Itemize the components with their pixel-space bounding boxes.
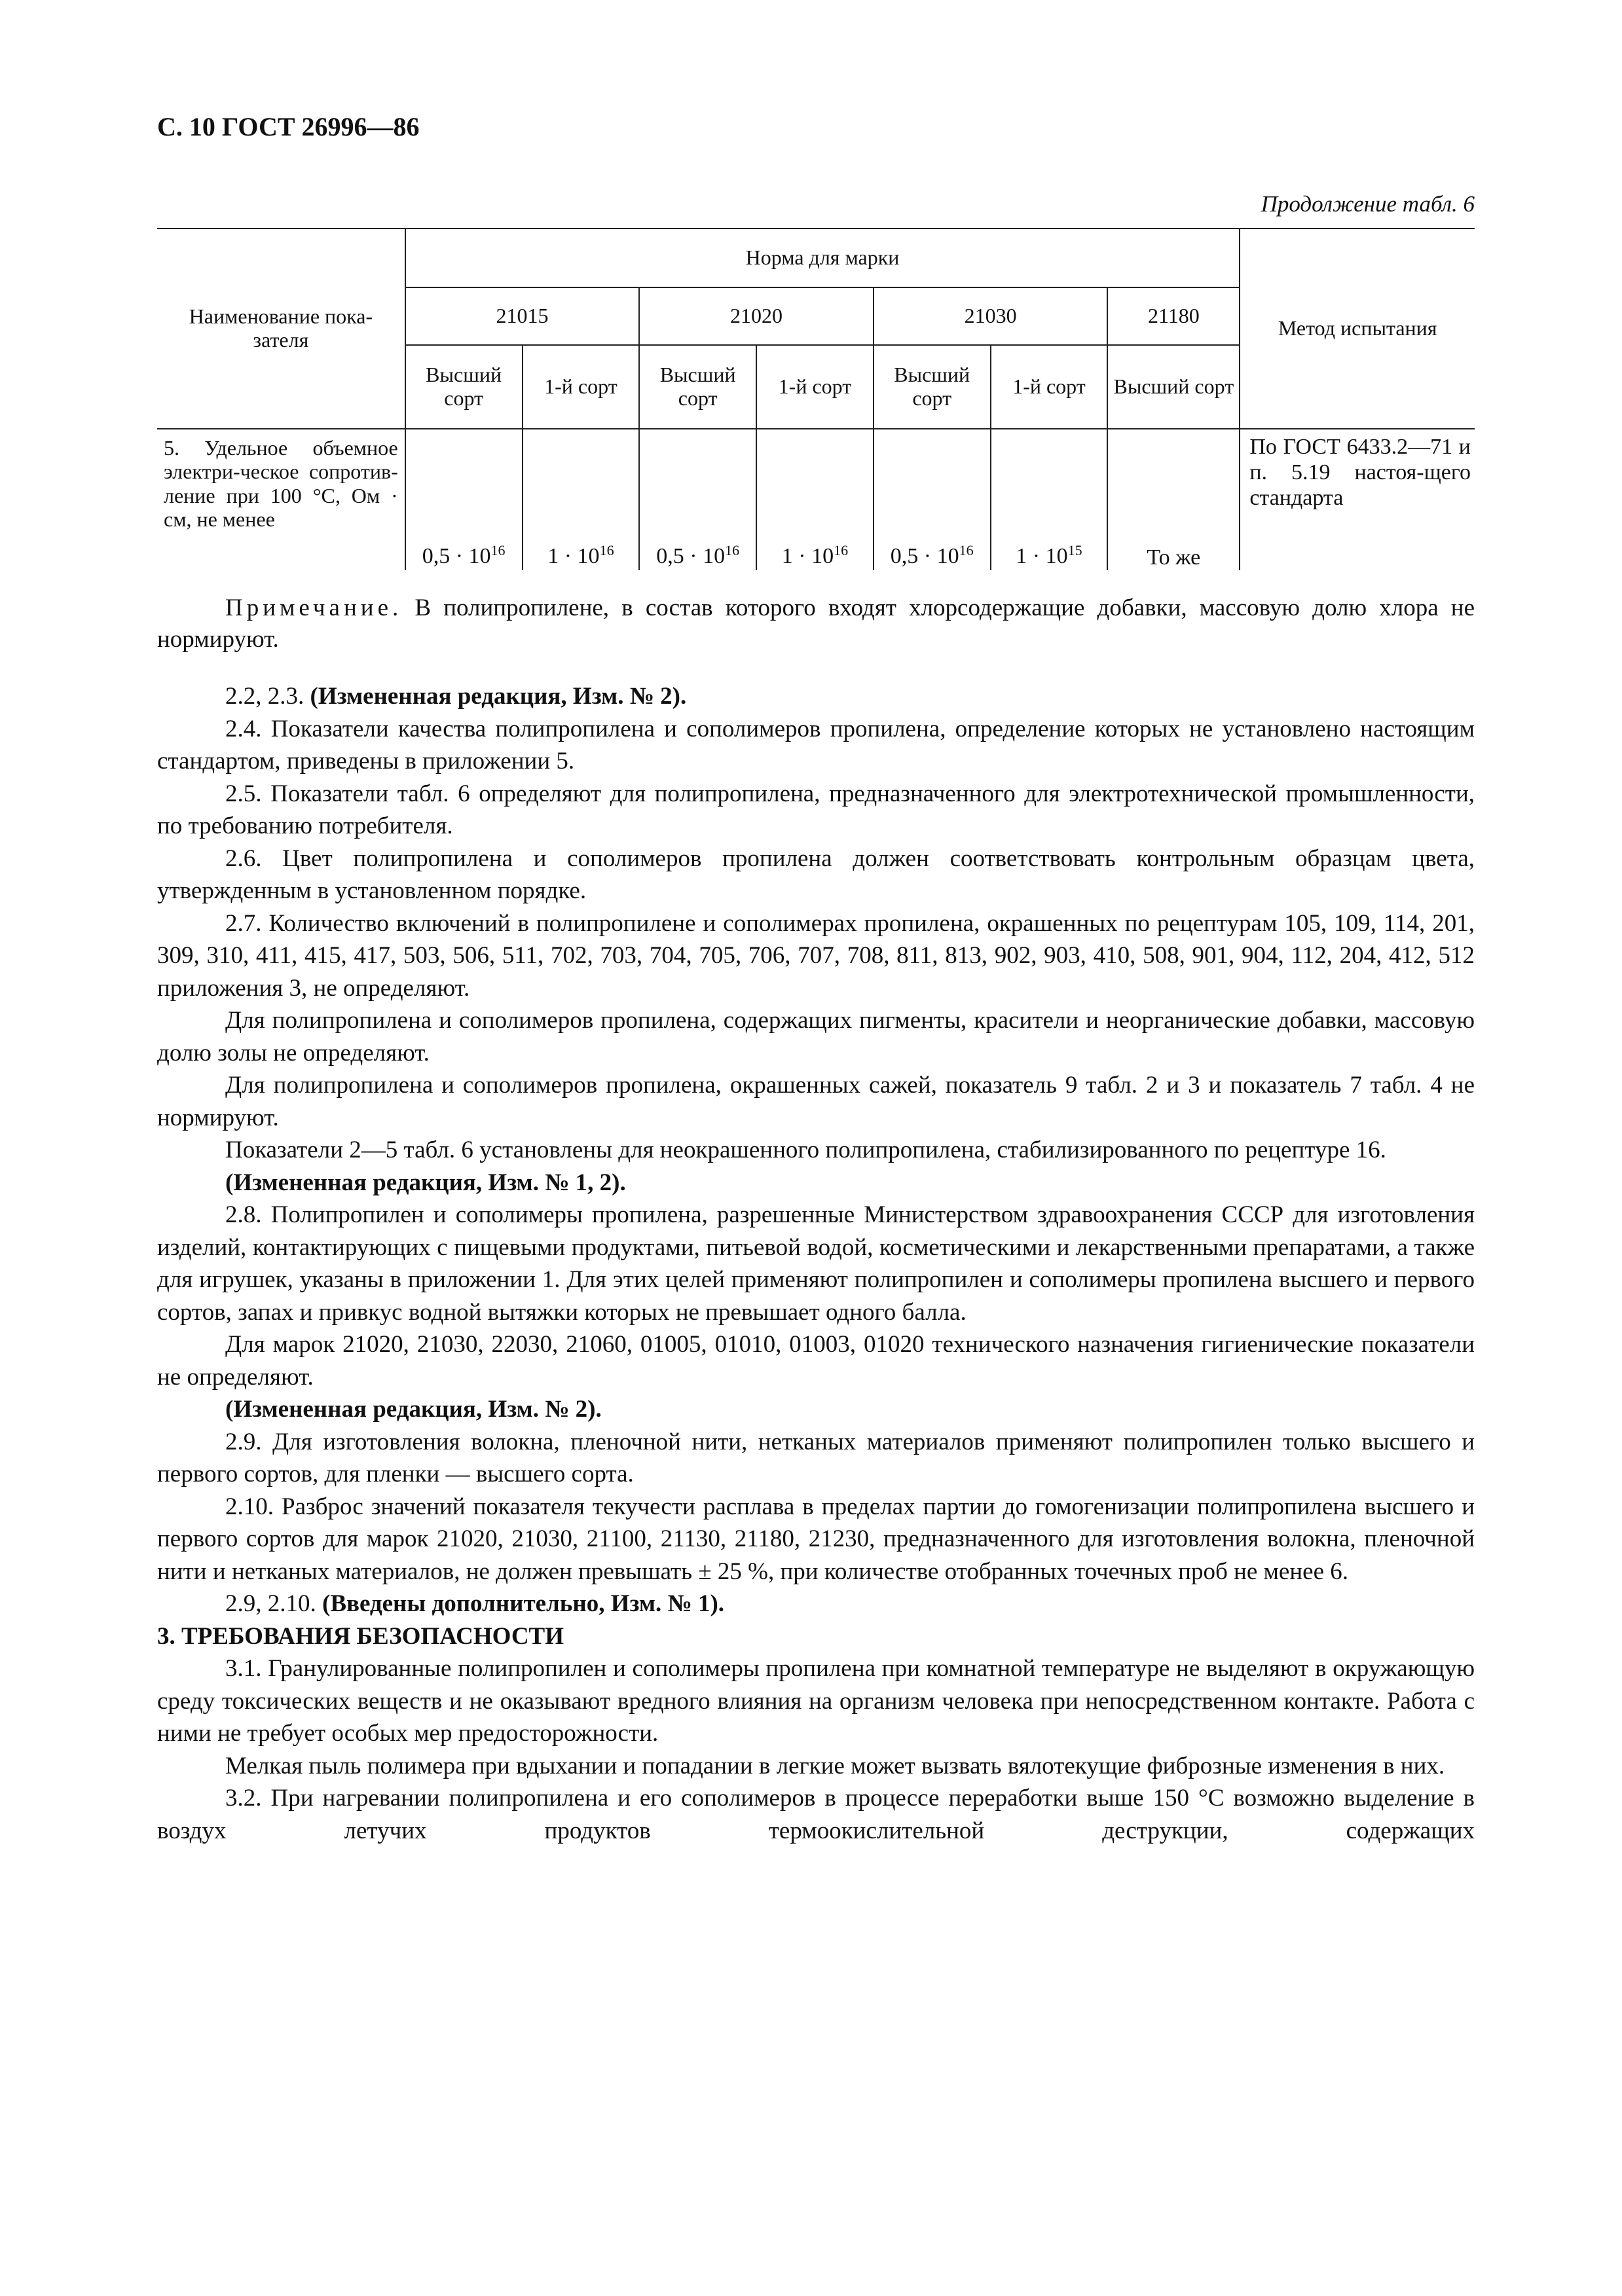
value-cell: $0,5 \cdot 10^{16}$ bbox=[874, 429, 991, 570]
note-label: Примечание. bbox=[225, 594, 403, 621]
header-grade: 21015 bbox=[405, 287, 640, 345]
table-row bbox=[157, 429, 1475, 570]
value-cell: $1 \cdot 10^{16}$ bbox=[523, 429, 640, 570]
header-norm: Норма для марки bbox=[405, 228, 1240, 287]
header-grade: 21020 bbox=[639, 287, 874, 345]
paragraph: 2.8. Полипропилен и сополимеры пропилена, разрешенные Министерством здравоохранения СССР для изготовления изделий, контактирующих с пищевыми продуктами, питьевой водой, косметическими и лекарственными препаратами, а также для игрушек, указаны в приложении 1. Для этих целей применяют полипропилен и сополимеры пропилена высшего и первого сортов, запах и привкус водной вытяжки которых не превышает одного балла. bbox=[157, 1201, 1475, 1326]
paragraph: 3.2. При нагревании полипропилена и его сополимеров в процессе переработки выше 150 °С возможно выделение в воздух летучих продуктов термоокислительной деструкции, содержащих bbox=[157, 1785, 1475, 1844]
value-cell: $0,5 \cdot 10^{16}$ bbox=[405, 429, 523, 570]
paragraph: Показатели 2—5 табл. 6 установлены для неокрашенного полипропилена, стабилизированного по рецептуре 16. bbox=[225, 1137, 1386, 1163]
header-sort: Высший сорт bbox=[874, 345, 991, 429]
paragraph: 2.2, 2.3. (Измененная редакция, Изм. № 2). bbox=[225, 683, 687, 710]
header-sort: Высший сорт bbox=[639, 345, 756, 429]
paragraph: 2.5. Показатели табл. 6 определяют для полипропилена, предназначенного для электротехнической промышленности, по требованию потребителя. bbox=[157, 780, 1475, 839]
paragraph: Мелкая пыль полимера при вдыхании и попадании в легкие может вызвать вялотекущие фиброзные изменения в них. bbox=[225, 1752, 1445, 1779]
value-cell: $1 \cdot 10^{16}$ bbox=[756, 429, 874, 570]
table-6 bbox=[157, 228, 1475, 570]
paragraph: Для марок 21020, 21030, 22030, 21060, 01005, 01010, 01003, 01020 технического назначения гигиенические показатели не определяют. bbox=[157, 1331, 1475, 1391]
header-indicator-name: Наименование пока- зателя bbox=[157, 228, 405, 429]
paragraph: 3.1. Гранулированные полипропилен и сополимеры пропилена при комнатной температуре не выделяют в окружающую среду токсических веществ и не оказывают вредного влияния на организм человека при непосредственном контакте. Работа с ними не требует особых мер предосторожности. bbox=[157, 1655, 1475, 1747]
value-cell: $1 \cdot 10^{15}$ bbox=[991, 429, 1108, 570]
row-indicator-name: 5. Удельное объемное электри-ческое сопротив-ление при 100 °С, Ом · см, не менее bbox=[157, 429, 405, 570]
note-text: В полипропилене, в состав которого входят хлорсодержащие добавки, массовую долю хлора не нормируют. bbox=[157, 594, 1475, 653]
table-caption: Продолжение табл. 6 bbox=[1261, 191, 1475, 217]
header-sort: 1-й сорт bbox=[991, 345, 1108, 429]
page-header: С. 10 ГОСТ 26996—86 bbox=[157, 112, 420, 141]
amendment-note: 2.9, 2.10. (Введены дополнительно, Изм. № 1). bbox=[225, 1590, 725, 1617]
paragraph: 2.10. Разброс значений показателя текучести расплава в пределах партии до гомогенизации полипропилена высшего и первого сортов для марок 21020, 21030, 21100, 21130, 21180, 21230, предназначенного для изготовления волокна, пленочной нити и нетканых материалов, не должен превышать ± 25 %, при количестве отобранных точечных проб не менее 6. bbox=[157, 1493, 1475, 1585]
header-grade: 21180 bbox=[1107, 287, 1240, 345]
paragraph: Для полипропилена и сополимеров пропилена, содержащих пигменты, красители и неорганические добавки, массовую долю золы не определяют. bbox=[157, 1007, 1475, 1066]
value-cell: То же bbox=[1107, 429, 1240, 570]
section-title: 3. ТРЕБОВАНИЯ БЕЗОПАСНОСТИ bbox=[157, 1622, 564, 1650]
table-note bbox=[157, 592, 1475, 655]
header-grade: 21030 bbox=[874, 287, 1108, 345]
paragraph: 2.7. Количество включений в полипропилене и сополимерах пропилена, окрашенных по рецептурам 105, 109, 114, 201, 309, 310, 411, 415, 417, 503, 506, 511, 702, 703, 704, 705, 706, 707, 708, 811, 813, 902, 903, 410, 508, 901, 904, 112, 204, 412, 512 приложения 3, не определяют. bbox=[157, 909, 1475, 1002]
amendment-note: (Измененная редакция, Изм. № 1, 2). bbox=[225, 1169, 626, 1196]
header-sort: 1-й сорт bbox=[523, 345, 640, 429]
row-method: По ГОСТ 6433.2—71 и п. 5.19 настоя-щего стандарта bbox=[1240, 429, 1475, 570]
value-cell: $0,5 \cdot 10^{16}$ bbox=[639, 429, 756, 570]
document-body bbox=[157, 592, 1475, 1847]
paragraph: 2.6. Цвет полипропилена и сополимеров пропилена должен соответствовать контрольным образцам цвета, утвержденным в установленном порядке. bbox=[157, 845, 1475, 904]
paragraph: 2.9. Для изготовления волокна, пленочной нити, нетканых материалов применяют полипропилен только высшего и первого сортов, для пленки — высшего сорта. bbox=[157, 1428, 1475, 1487]
header-sort: 1-й сорт bbox=[756, 345, 874, 429]
header-sort: Высший сорт bbox=[405, 345, 523, 429]
paragraph: 2.4. Показатели качества полипропилена и сополимеров пропилена, определение которых не установлено настоящим стандартом, приведены в приложении 5. bbox=[157, 715, 1475, 774]
amendment-note: (Измененная редакция, Изм. № 2). bbox=[225, 1396, 602, 1423]
header-method: Метод испытания bbox=[1240, 228, 1475, 429]
paragraph: Для полипропилена и сополимеров пропилена, окрашенных сажей, показатель 9 табл. 2 и 3 и показатель 7 табл. 4 не нормируют. bbox=[157, 1072, 1475, 1131]
header-sort: Высший сорт bbox=[1107, 345, 1240, 429]
